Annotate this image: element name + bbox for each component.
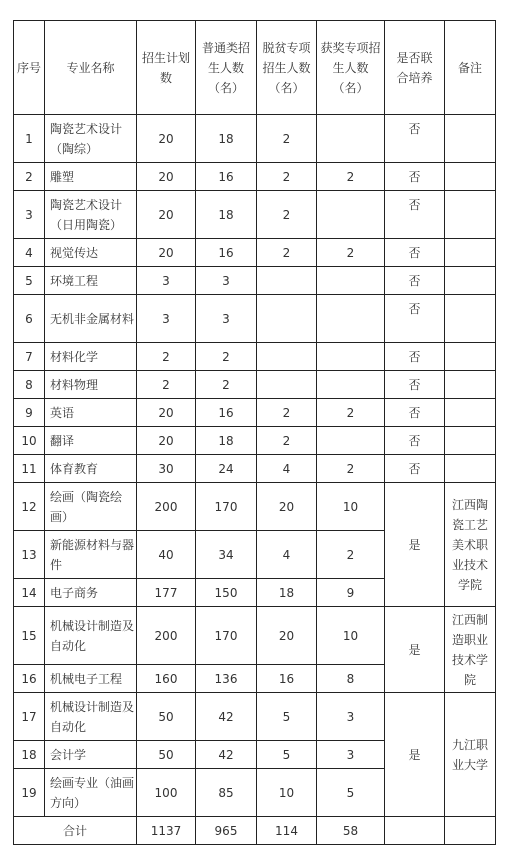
- award-cell: 3: [317, 693, 385, 741]
- poverty-cell: [257, 267, 317, 295]
- award-cell: 10: [317, 607, 385, 665]
- regular-cell: 150: [196, 579, 257, 607]
- regular-cell: 42: [196, 741, 257, 769]
- joint-cell: 是: [385, 483, 445, 607]
- award-cell: 9: [317, 579, 385, 607]
- enrollment-table: [13, 20, 496, 845]
- index-cell: 16: [14, 665, 45, 693]
- total-row: [14, 817, 496, 845]
- poverty-cell: 4: [257, 531, 317, 579]
- header-cell-award: 获奖专项招生人数（名）: [317, 21, 385, 115]
- header-cell-joint: 是否联合培养: [385, 21, 445, 115]
- table-row: [14, 371, 496, 399]
- award-cell: 2: [317, 399, 385, 427]
- poverty-cell: 2: [257, 399, 317, 427]
- plan-cell: 2: [137, 371, 196, 399]
- index-cell: 8: [14, 371, 45, 399]
- plan-cell: 100: [137, 769, 196, 817]
- major-cell: 视觉传达: [45, 239, 137, 267]
- plan-cell: 160: [137, 665, 196, 693]
- major-cell: 陶瓷艺术设计（陶综）: [45, 115, 137, 163]
- poverty-cell: 5: [257, 693, 317, 741]
- notes-cell: 九江职业大学: [445, 693, 496, 817]
- poverty-cell: 20: [257, 607, 317, 665]
- award-cell: [317, 267, 385, 295]
- regular-cell: 24: [196, 455, 257, 483]
- notes-cell: [445, 191, 496, 239]
- poverty-cell: [257, 343, 317, 371]
- notes-cell: [445, 163, 496, 191]
- total-notes-cell: [445, 817, 496, 845]
- award-cell: 2: [317, 163, 385, 191]
- major-cell: 英语: [45, 399, 137, 427]
- index-cell: 7: [14, 343, 45, 371]
- plan-cell: 20: [137, 163, 196, 191]
- notes-cell: [445, 267, 496, 295]
- major-cell: 机械设计制造及自动化: [45, 693, 137, 741]
- plan-cell: 20: [137, 427, 196, 455]
- regular-cell: 16: [196, 239, 257, 267]
- index-cell: 9: [14, 399, 45, 427]
- major-cell: 电子商务: [45, 579, 137, 607]
- award-cell: 5: [317, 769, 385, 817]
- plan-cell: 40: [137, 531, 196, 579]
- poverty-cell: 2: [257, 239, 317, 267]
- header-cell-regular: 普通类招生人数（名）: [196, 21, 257, 115]
- poverty-cell: 18: [257, 579, 317, 607]
- table-row: [14, 427, 496, 455]
- poverty-cell: 4: [257, 455, 317, 483]
- plan-cell: 200: [137, 483, 196, 531]
- notes-cell: 江西制造职业技术学院: [445, 607, 496, 693]
- major-cell: 机械电子工程: [45, 665, 137, 693]
- index-cell: 5: [14, 267, 45, 295]
- header-cell-poverty: 脱贫专项招生人数（名）: [257, 21, 317, 115]
- table-row: [14, 693, 496, 741]
- regular-cell: 18: [196, 191, 257, 239]
- major-cell: 机械设计制造及自动化: [45, 607, 137, 665]
- award-cell: [317, 343, 385, 371]
- index-cell: 12: [14, 483, 45, 531]
- joint-cell: 否: [385, 295, 445, 343]
- index-cell: 10: [14, 427, 45, 455]
- joint-cell: 是: [385, 607, 445, 693]
- major-cell: 绘画（陶瓷绘画）: [45, 483, 137, 531]
- major-cell: 材料物理: [45, 371, 137, 399]
- poverty-cell: 2: [257, 191, 317, 239]
- joint-cell: 否: [385, 191, 445, 239]
- poverty-cell: 16: [257, 665, 317, 693]
- index-cell: 3: [14, 191, 45, 239]
- notes-cell: [445, 295, 496, 343]
- plan-cell: 20: [137, 399, 196, 427]
- table-row: [14, 115, 496, 163]
- major-cell: 会计学: [45, 741, 137, 769]
- poverty-cell: 5: [257, 741, 317, 769]
- major-cell: 绘画专业（油画方向）: [45, 769, 137, 817]
- index-cell: 6: [14, 295, 45, 343]
- major-cell: 新能源材料与器件: [45, 531, 137, 579]
- joint-cell: 否: [385, 455, 445, 483]
- notes-cell: [445, 427, 496, 455]
- index-cell: 2: [14, 163, 45, 191]
- plan-cell: 3: [137, 295, 196, 343]
- index-cell: 19: [14, 769, 45, 817]
- total-regular: 965: [196, 817, 257, 845]
- table-row: [14, 343, 496, 371]
- regular-cell: 18: [196, 427, 257, 455]
- plan-cell: 50: [137, 741, 196, 769]
- index-cell: 14: [14, 579, 45, 607]
- joint-cell: 否: [385, 115, 445, 163]
- total-poverty: 114: [257, 817, 317, 845]
- index-cell: 11: [14, 455, 45, 483]
- award-cell: 2: [317, 455, 385, 483]
- table-row: [14, 483, 496, 531]
- regular-cell: 2: [196, 343, 257, 371]
- poverty-cell: 20: [257, 483, 317, 531]
- table-row: [14, 295, 496, 343]
- joint-cell: 否: [385, 239, 445, 267]
- total-label: 合计: [14, 817, 137, 845]
- index-cell: 15: [14, 607, 45, 665]
- plan-cell: 50: [137, 693, 196, 741]
- poverty-cell: 2: [257, 427, 317, 455]
- award-cell: [317, 371, 385, 399]
- index-cell: 1: [14, 115, 45, 163]
- major-cell: 体育教育: [45, 455, 137, 483]
- award-cell: [317, 295, 385, 343]
- poverty-cell: [257, 371, 317, 399]
- notes-cell: [445, 399, 496, 427]
- award-cell: 10: [317, 483, 385, 531]
- award-cell: 2: [317, 531, 385, 579]
- total-joint-cell: [385, 817, 445, 845]
- award-cell: 2: [317, 239, 385, 267]
- joint-cell: 否: [385, 267, 445, 295]
- major-cell: 翻译: [45, 427, 137, 455]
- regular-cell: 85: [196, 769, 257, 817]
- joint-cell: 否: [385, 343, 445, 371]
- total-plan: 1137: [137, 817, 196, 845]
- award-cell: [317, 115, 385, 163]
- plan-cell: 177: [137, 579, 196, 607]
- plan-cell: 30: [137, 455, 196, 483]
- award-cell: 8: [317, 665, 385, 693]
- notes-cell: [445, 115, 496, 163]
- plan-cell: 3: [137, 267, 196, 295]
- plan-cell: 200: [137, 607, 196, 665]
- regular-cell: 136: [196, 665, 257, 693]
- major-cell: 雕塑: [45, 163, 137, 191]
- poverty-cell: 2: [257, 163, 317, 191]
- table-row: [14, 399, 496, 427]
- regular-cell: 18: [196, 115, 257, 163]
- regular-cell: 16: [196, 399, 257, 427]
- regular-cell: 3: [196, 295, 257, 343]
- table-row: [14, 163, 496, 191]
- major-cell: 环境工程: [45, 267, 137, 295]
- header-row: [14, 21, 496, 115]
- notes-cell: [445, 455, 496, 483]
- table-row: [14, 455, 496, 483]
- award-cell: [317, 191, 385, 239]
- table-row: [14, 191, 496, 239]
- regular-cell: 42: [196, 693, 257, 741]
- award-cell: [317, 427, 385, 455]
- header-cell-major: 专业名称: [45, 21, 137, 115]
- regular-cell: 170: [196, 483, 257, 531]
- plan-cell: 20: [137, 115, 196, 163]
- total-award: 58: [317, 817, 385, 845]
- joint-cell: 否: [385, 427, 445, 455]
- regular-cell: 170: [196, 607, 257, 665]
- plan-cell: 20: [137, 239, 196, 267]
- regular-cell: 16: [196, 163, 257, 191]
- joint-cell: 否: [385, 399, 445, 427]
- notes-cell: [445, 343, 496, 371]
- regular-cell: 2: [196, 371, 257, 399]
- regular-cell: 34: [196, 531, 257, 579]
- index-cell: 13: [14, 531, 45, 579]
- poverty-cell: 2: [257, 115, 317, 163]
- table-row: [14, 267, 496, 295]
- regular-cell: 3: [196, 267, 257, 295]
- notes-cell: [445, 371, 496, 399]
- poverty-cell: 10: [257, 769, 317, 817]
- header-cell-index: 序号: [14, 21, 45, 115]
- header-cell-plan: 招生计划数: [137, 21, 196, 115]
- index-cell: 4: [14, 239, 45, 267]
- table-row: [14, 607, 496, 665]
- notes-cell: 江西陶瓷工艺美术职业技术学院: [445, 483, 496, 607]
- plan-cell: 20: [137, 191, 196, 239]
- joint-cell: 否: [385, 371, 445, 399]
- table-body: [14, 21, 496, 845]
- notes-cell: [445, 239, 496, 267]
- header-cell-notes: 备注: [445, 21, 496, 115]
- joint-cell: 否: [385, 163, 445, 191]
- index-cell: 17: [14, 693, 45, 741]
- joint-cell: 是: [385, 693, 445, 817]
- plan-cell: 2: [137, 343, 196, 371]
- table-row: [14, 239, 496, 267]
- major-cell: 陶瓷艺术设计（日用陶瓷）: [45, 191, 137, 239]
- poverty-cell: [257, 295, 317, 343]
- major-cell: 无机非金属材料: [45, 295, 137, 343]
- major-cell: 材料化学: [45, 343, 137, 371]
- award-cell: 3: [317, 741, 385, 769]
- index-cell: 18: [14, 741, 45, 769]
